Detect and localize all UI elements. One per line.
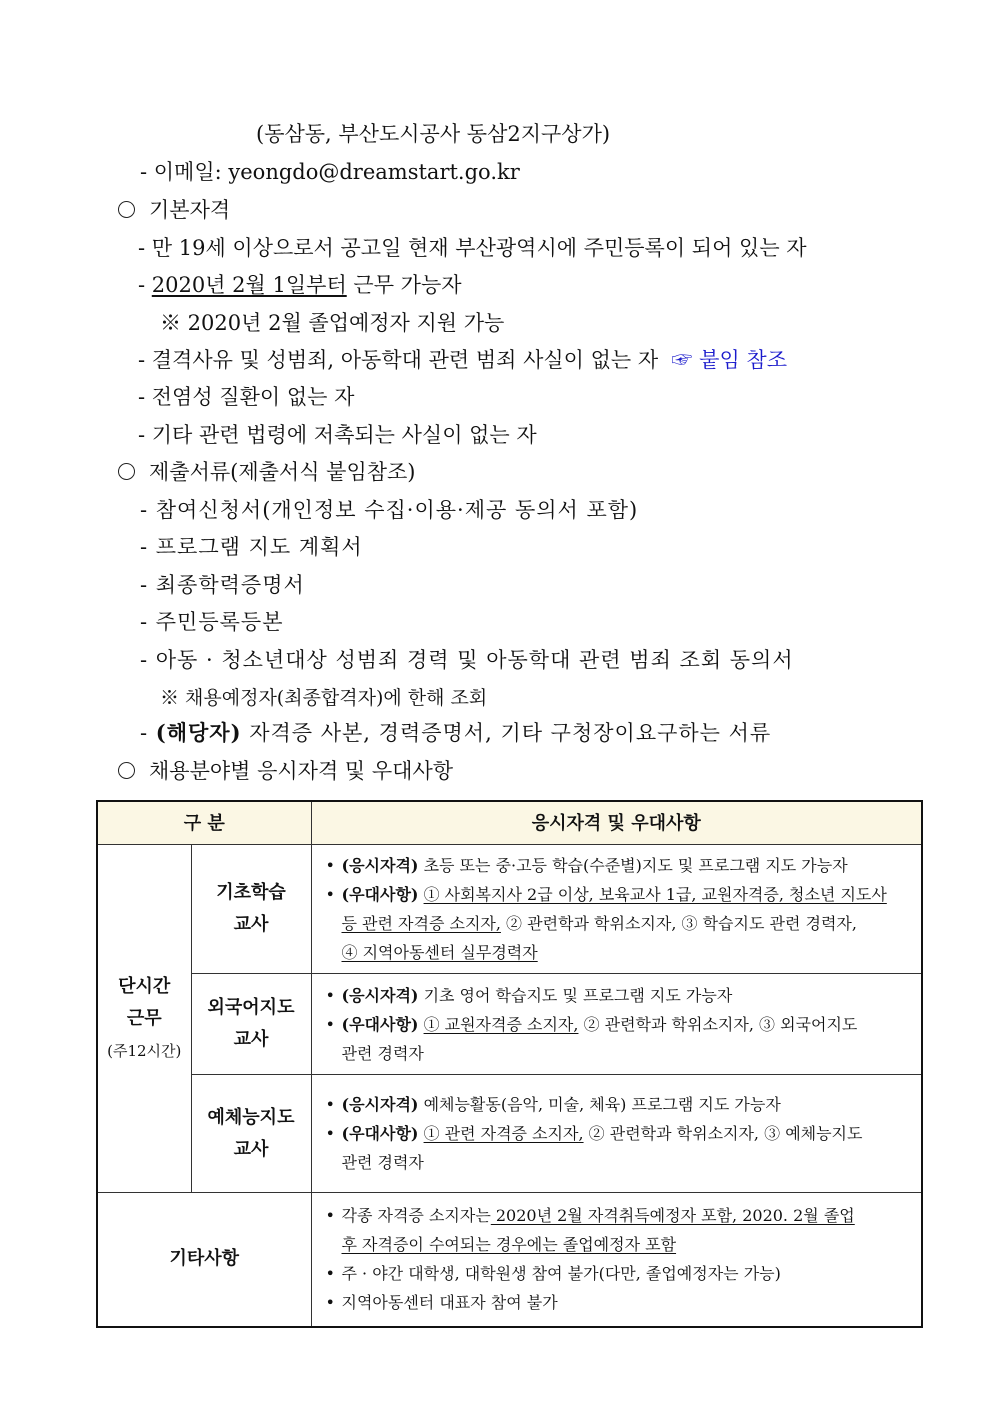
category-part-time: 단시간 근무 (주12시간): [97, 845, 191, 1193]
cell-other: • 각종 자격증 소지자는 2020년 2월 자격취득예정자 포함, 2020. 2월 졸업 후 자격증이 수여되는 경우에는 졸업예정자 포함 • 주 · 야간 대학생, 대학원생 참여 불가(다만, 졸업예정자는 가능) • 지역아동센터 대표자 참여 불가: [311, 1193, 922, 1327]
basic-item-age: - 만 19세 이상으로서 공고일 현재 부산광역시에 주민등록이 되어 있는 자: [138, 236, 807, 260]
circle-bullet-icon: [118, 201, 135, 218]
basic-item-crime: - 결격사유 및 성범죄, 아동학대 관련 범죄 사실이 없는 자 ☞ 붙임 참조: [138, 348, 787, 372]
doc-item-consent: - 아동 · 청소년대상 성범죄 경력 및 아동학대 관련 범죄 조회 동의서: [140, 648, 794, 672]
category-other: 기타사항: [97, 1193, 311, 1327]
field-heading: 채용분야별 응시자격 및 우대사항: [118, 757, 453, 785]
header-category: 구 분: [97, 801, 311, 845]
basic-qualification-heading: 기본자격: [118, 196, 230, 224]
doc-item-education: - 최종학력증명서: [140, 573, 305, 597]
email-line: - 이메일: yeongdo@dreamstart.go.kr: [140, 160, 520, 184]
cell-foreign-language: • (응시자격) 기초 영어 학습지도 및 프로그램 지도 가능자 • (우대사항) ① 교원자격증 소지자, ② 관련학과 학위소지자, ③ 외국어지도 관련 경력자: [311, 974, 922, 1075]
table-row: [97, 974, 922, 1075]
basic-item-disease: - 전염성 질환이 없는 자: [138, 385, 355, 409]
circle-bullet-icon: [118, 762, 135, 779]
table-row: [97, 1075, 922, 1193]
cell-basic-learning: • (응시자격) 초등 또는 중·고등 학습(수준별)지도 및 프로그램 지도 가능자 • (우대사항) ① 사회복지사 2급 이상, 보육교사 1급, 교원자격증, 청소년 지도사 등 관련 자격증 소지자, ② 관련학과 학위소지자, ③ 학습지도 관련 경력자, ④ 지역아동센터 실무경력자: [311, 845, 922, 974]
doc-item-resident: - 주민등록등본: [140, 610, 284, 634]
address-continuation: (동삼동, 부산도시공사 동삼2지구상가): [256, 122, 611, 146]
cell-arts-sports: • (응시자격) 예체능활동(음악, 미술, 체육) 프로그램 지도 가능자 • (우대사항) ① 관련 자격증 소지자, ② 관련학과 학위소지자, ③ 예체능지도 관련 경력자: [311, 1075, 922, 1193]
circle-bullet-icon: [118, 463, 135, 480]
doc-item-certificates: - (해당자) 자격증 사본, 경력증명서, 기타 구청장이요구하는 서류: [140, 720, 772, 745]
category-foreign-language: 외국어지도 교사: [191, 974, 311, 1075]
doc-item-application: - 참여신청서(개인정보 수집·이용·제공 동의서 포함): [140, 498, 639, 522]
category-basic-learning: 기초학습 교사: [191, 845, 311, 974]
table-row: [97, 845, 922, 974]
table-row: [97, 1193, 922, 1327]
basic-item-start: - 2020년 2월 1일부터 근무 가능자: [138, 273, 462, 297]
basic-item-law: - 기타 관련 법령에 저촉되는 사실이 없는 자: [138, 423, 537, 447]
doc-note-final: ※ 채용예정자(최종합격자)에 한해 조회: [160, 687, 488, 709]
qualification-table: [96, 800, 923, 1328]
basic-note-graduate: ※ 2020년 2월 졸업예정자 지원 가능: [160, 311, 505, 335]
documents-heading: 제출서류(제출서식 붙임참조): [118, 458, 416, 486]
attachment-reference: ☞ 붙임 참조: [671, 348, 787, 372]
category-arts-sports: 예체능지도 교사: [191, 1075, 311, 1193]
doc-item-plan: - 프로그램 지도 계획서: [140, 535, 363, 559]
header-qualification: 응시자격 및 우대사항: [311, 801, 922, 845]
table-header-row: [97, 801, 922, 845]
